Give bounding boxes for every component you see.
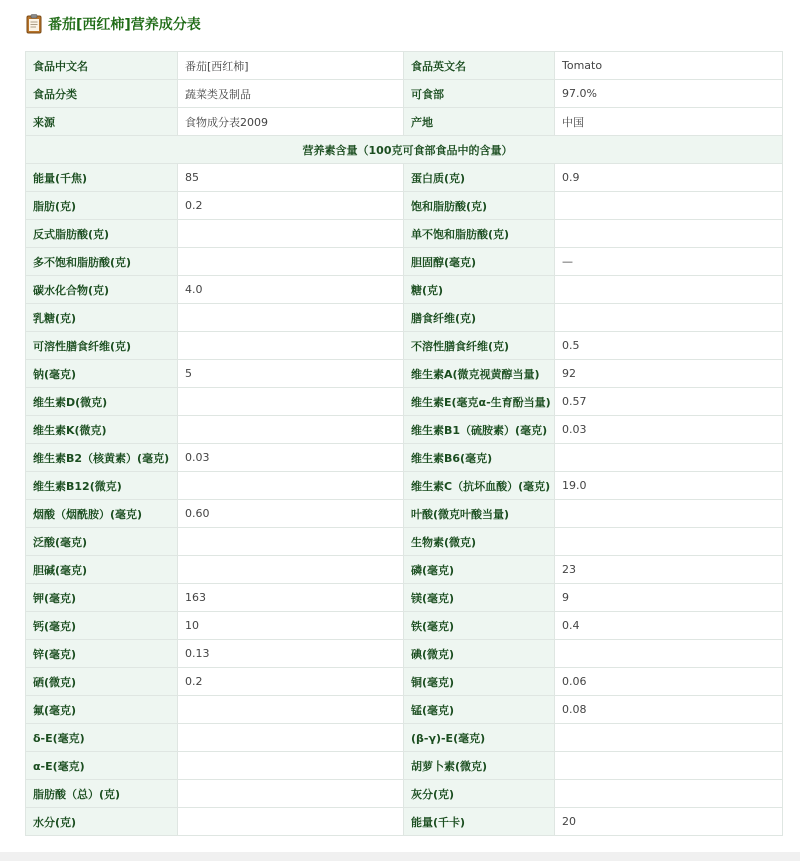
section-header-row — [26, 136, 783, 164]
field-value — [178, 388, 404, 416]
field-value — [178, 220, 404, 248]
page-title: 番茄[西红柿]营养成分表 — [48, 17, 201, 33]
field-label: 铁(毫克) — [404, 612, 555, 640]
section-header: 营养素含量（100克可食部食品中的含量） — [26, 136, 783, 164]
field-value — [555, 192, 783, 220]
nutrient-row — [26, 164, 783, 192]
field-label: 灰分(克) — [404, 780, 555, 808]
nutrient-row — [26, 556, 783, 584]
field-label: 蛋白质(克) — [404, 164, 555, 192]
field-label: 维生素D(微克) — [26, 388, 178, 416]
field-value: 食物成分表2009 — [178, 108, 404, 136]
field-value: 4.0 — [178, 276, 404, 304]
field-value: 92 — [555, 360, 783, 388]
info-row — [26, 80, 783, 108]
nutrient-row — [26, 808, 783, 836]
field-label: 来源 — [26, 108, 178, 136]
field-value — [178, 752, 404, 780]
field-value — [555, 276, 783, 304]
field-label: 碳水化合物(克) — [26, 276, 178, 304]
field-label: 维生素B6(毫克) — [404, 444, 555, 472]
field-label: 泛酸(毫克) — [26, 528, 178, 556]
field-value: 0.4 — [555, 612, 783, 640]
nutrient-row — [26, 780, 783, 808]
field-label: 氟(毫克) — [26, 696, 178, 724]
field-label: 碘(微克) — [404, 640, 555, 668]
field-label: 维生素B12(微克) — [26, 472, 178, 500]
field-value: 0.13 — [178, 640, 404, 668]
field-label: 烟酸（烟酰胺）(毫克) — [26, 500, 178, 528]
field-label: 饱和脂肪酸(克) — [404, 192, 555, 220]
nutrient-row — [26, 360, 783, 388]
field-value — [178, 696, 404, 724]
field-value — [555, 752, 783, 780]
nutrient-row — [26, 584, 783, 612]
field-value: 5 — [178, 360, 404, 388]
field-label: 锰(毫克) — [404, 696, 555, 724]
field-label: 食品分类 — [26, 80, 178, 108]
field-label: 维生素B1（硫胺素）(毫克) — [404, 416, 555, 444]
field-value — [178, 248, 404, 276]
nutrient-row — [26, 248, 783, 276]
field-value — [178, 304, 404, 332]
nutrient-row — [26, 668, 783, 696]
field-label: 镁(毫克) — [404, 584, 555, 612]
field-label: 食品中文名 — [26, 52, 178, 80]
field-label: 锌(毫克) — [26, 640, 178, 668]
field-value — [555, 640, 783, 668]
field-value — [178, 808, 404, 836]
nutrient-row — [26, 192, 783, 220]
field-label: 多不饱和脂肪酸(克) — [26, 248, 178, 276]
field-value — [178, 332, 404, 360]
nutrient-row — [26, 304, 783, 332]
field-label: α-E(毫克) — [26, 752, 178, 780]
field-value — [555, 444, 783, 472]
nutrient-row — [26, 332, 783, 360]
field-value — [178, 556, 404, 584]
info-row — [26, 52, 783, 80]
field-value — [178, 724, 404, 752]
info-row — [26, 108, 783, 136]
clipboard-icon — [26, 14, 42, 34]
nutrient-row — [26, 612, 783, 640]
field-value — [178, 780, 404, 808]
field-label: δ-E(毫克) — [26, 724, 178, 752]
field-value — [555, 528, 783, 556]
page-footer-strip — [0, 852, 800, 861]
nutrient-row — [26, 752, 783, 780]
field-label: 不溶性膳食纤维(克) — [404, 332, 555, 360]
field-value — [555, 724, 783, 752]
field-label: 能量(千焦) — [26, 164, 178, 192]
nutrient-row — [26, 528, 783, 556]
field-value: 番茄[西红柿] — [178, 52, 404, 80]
field-label: 可食部 — [404, 80, 555, 108]
field-label: 食品英文名 — [404, 52, 555, 80]
nutrition-table — [25, 51, 783, 836]
field-value: 0.2 — [178, 192, 404, 220]
field-label: 糖(克) — [404, 276, 555, 304]
nutrient-row — [26, 472, 783, 500]
field-value — [178, 416, 404, 444]
field-value: 0.5 — [555, 332, 783, 360]
field-value: 10 — [178, 612, 404, 640]
field-value: 85 — [178, 164, 404, 192]
nutrient-row — [26, 444, 783, 472]
field-label: 维生素A(微克视黄醇当量) — [404, 360, 555, 388]
nutrient-row — [26, 640, 783, 668]
field-value: 0.08 — [555, 696, 783, 724]
field-label: 能量(千卡) — [404, 808, 555, 836]
field-value: 0.2 — [178, 668, 404, 696]
field-value: Tomato — [555, 52, 783, 80]
field-label: 维生素B2（核黄素）(毫克) — [26, 444, 178, 472]
field-label: 钠(毫克) — [26, 360, 178, 388]
nutrient-row — [26, 388, 783, 416]
nutrient-row — [26, 696, 783, 724]
field-value — [178, 472, 404, 500]
field-label: 胡萝卜素(微克) — [404, 752, 555, 780]
field-label: 脂肪(克) — [26, 192, 178, 220]
field-value — [178, 528, 404, 556]
field-label: 膳食纤维(克) — [404, 304, 555, 332]
field-value: 97.0% — [555, 80, 783, 108]
field-label: 叶酸(微克叶酸当量) — [404, 500, 555, 528]
field-value — [555, 780, 783, 808]
field-value: 0.06 — [555, 668, 783, 696]
field-value: 20 — [555, 808, 783, 836]
field-value: — — [555, 248, 783, 276]
field-value: 23 — [555, 556, 783, 584]
field-value: 19.0 — [555, 472, 783, 500]
field-label: 乳糖(克) — [26, 304, 178, 332]
field-label: 钙(毫克) — [26, 612, 178, 640]
field-label: 维生素K(微克) — [26, 416, 178, 444]
field-value: 0.03 — [555, 416, 783, 444]
field-value: 9 — [555, 584, 783, 612]
field-label: 水分(克) — [26, 808, 178, 836]
field-label: 硒(微克) — [26, 668, 178, 696]
nutrient-row — [26, 276, 783, 304]
field-label: 生物素(微克) — [404, 528, 555, 556]
field-value: 蔬菜类及制品 — [178, 80, 404, 108]
field-label: 铜(毫克) — [404, 668, 555, 696]
nutrient-row — [26, 724, 783, 752]
field-value: 0.60 — [178, 500, 404, 528]
field-label: 产地 — [404, 108, 555, 136]
field-label: 胆碱(毫克) — [26, 556, 178, 584]
field-label: 脂肪酸（总）(克) — [26, 780, 178, 808]
field-value: 中国 — [555, 108, 783, 136]
field-label: 钾(毫克) — [26, 584, 178, 612]
field-label: 单不饱和脂肪酸(克) — [404, 220, 555, 248]
field-label: 可溶性膳食纤维(克) — [26, 332, 178, 360]
field-label: 磷(毫克) — [404, 556, 555, 584]
field-label: 维生素E(毫克α-生育酚当量) — [404, 388, 555, 416]
field-label: 反式脂肪酸(克) — [26, 220, 178, 248]
nutrient-row — [26, 220, 783, 248]
page-header — [26, 13, 201, 35]
field-value — [555, 220, 783, 248]
field-label: (β-γ)-E(毫克) — [404, 724, 555, 752]
nutrient-row — [26, 500, 783, 528]
field-value: 163 — [178, 584, 404, 612]
field-value: 0.57 — [555, 388, 783, 416]
field-label: 维生素C（抗坏血酸）(毫克) — [404, 472, 555, 500]
field-label: 胆固醇(毫克) — [404, 248, 555, 276]
field-value: 0.9 — [555, 164, 783, 192]
nutrient-row — [26, 416, 783, 444]
field-value — [555, 304, 783, 332]
field-value — [555, 500, 783, 528]
field-value: 0.03 — [178, 444, 404, 472]
